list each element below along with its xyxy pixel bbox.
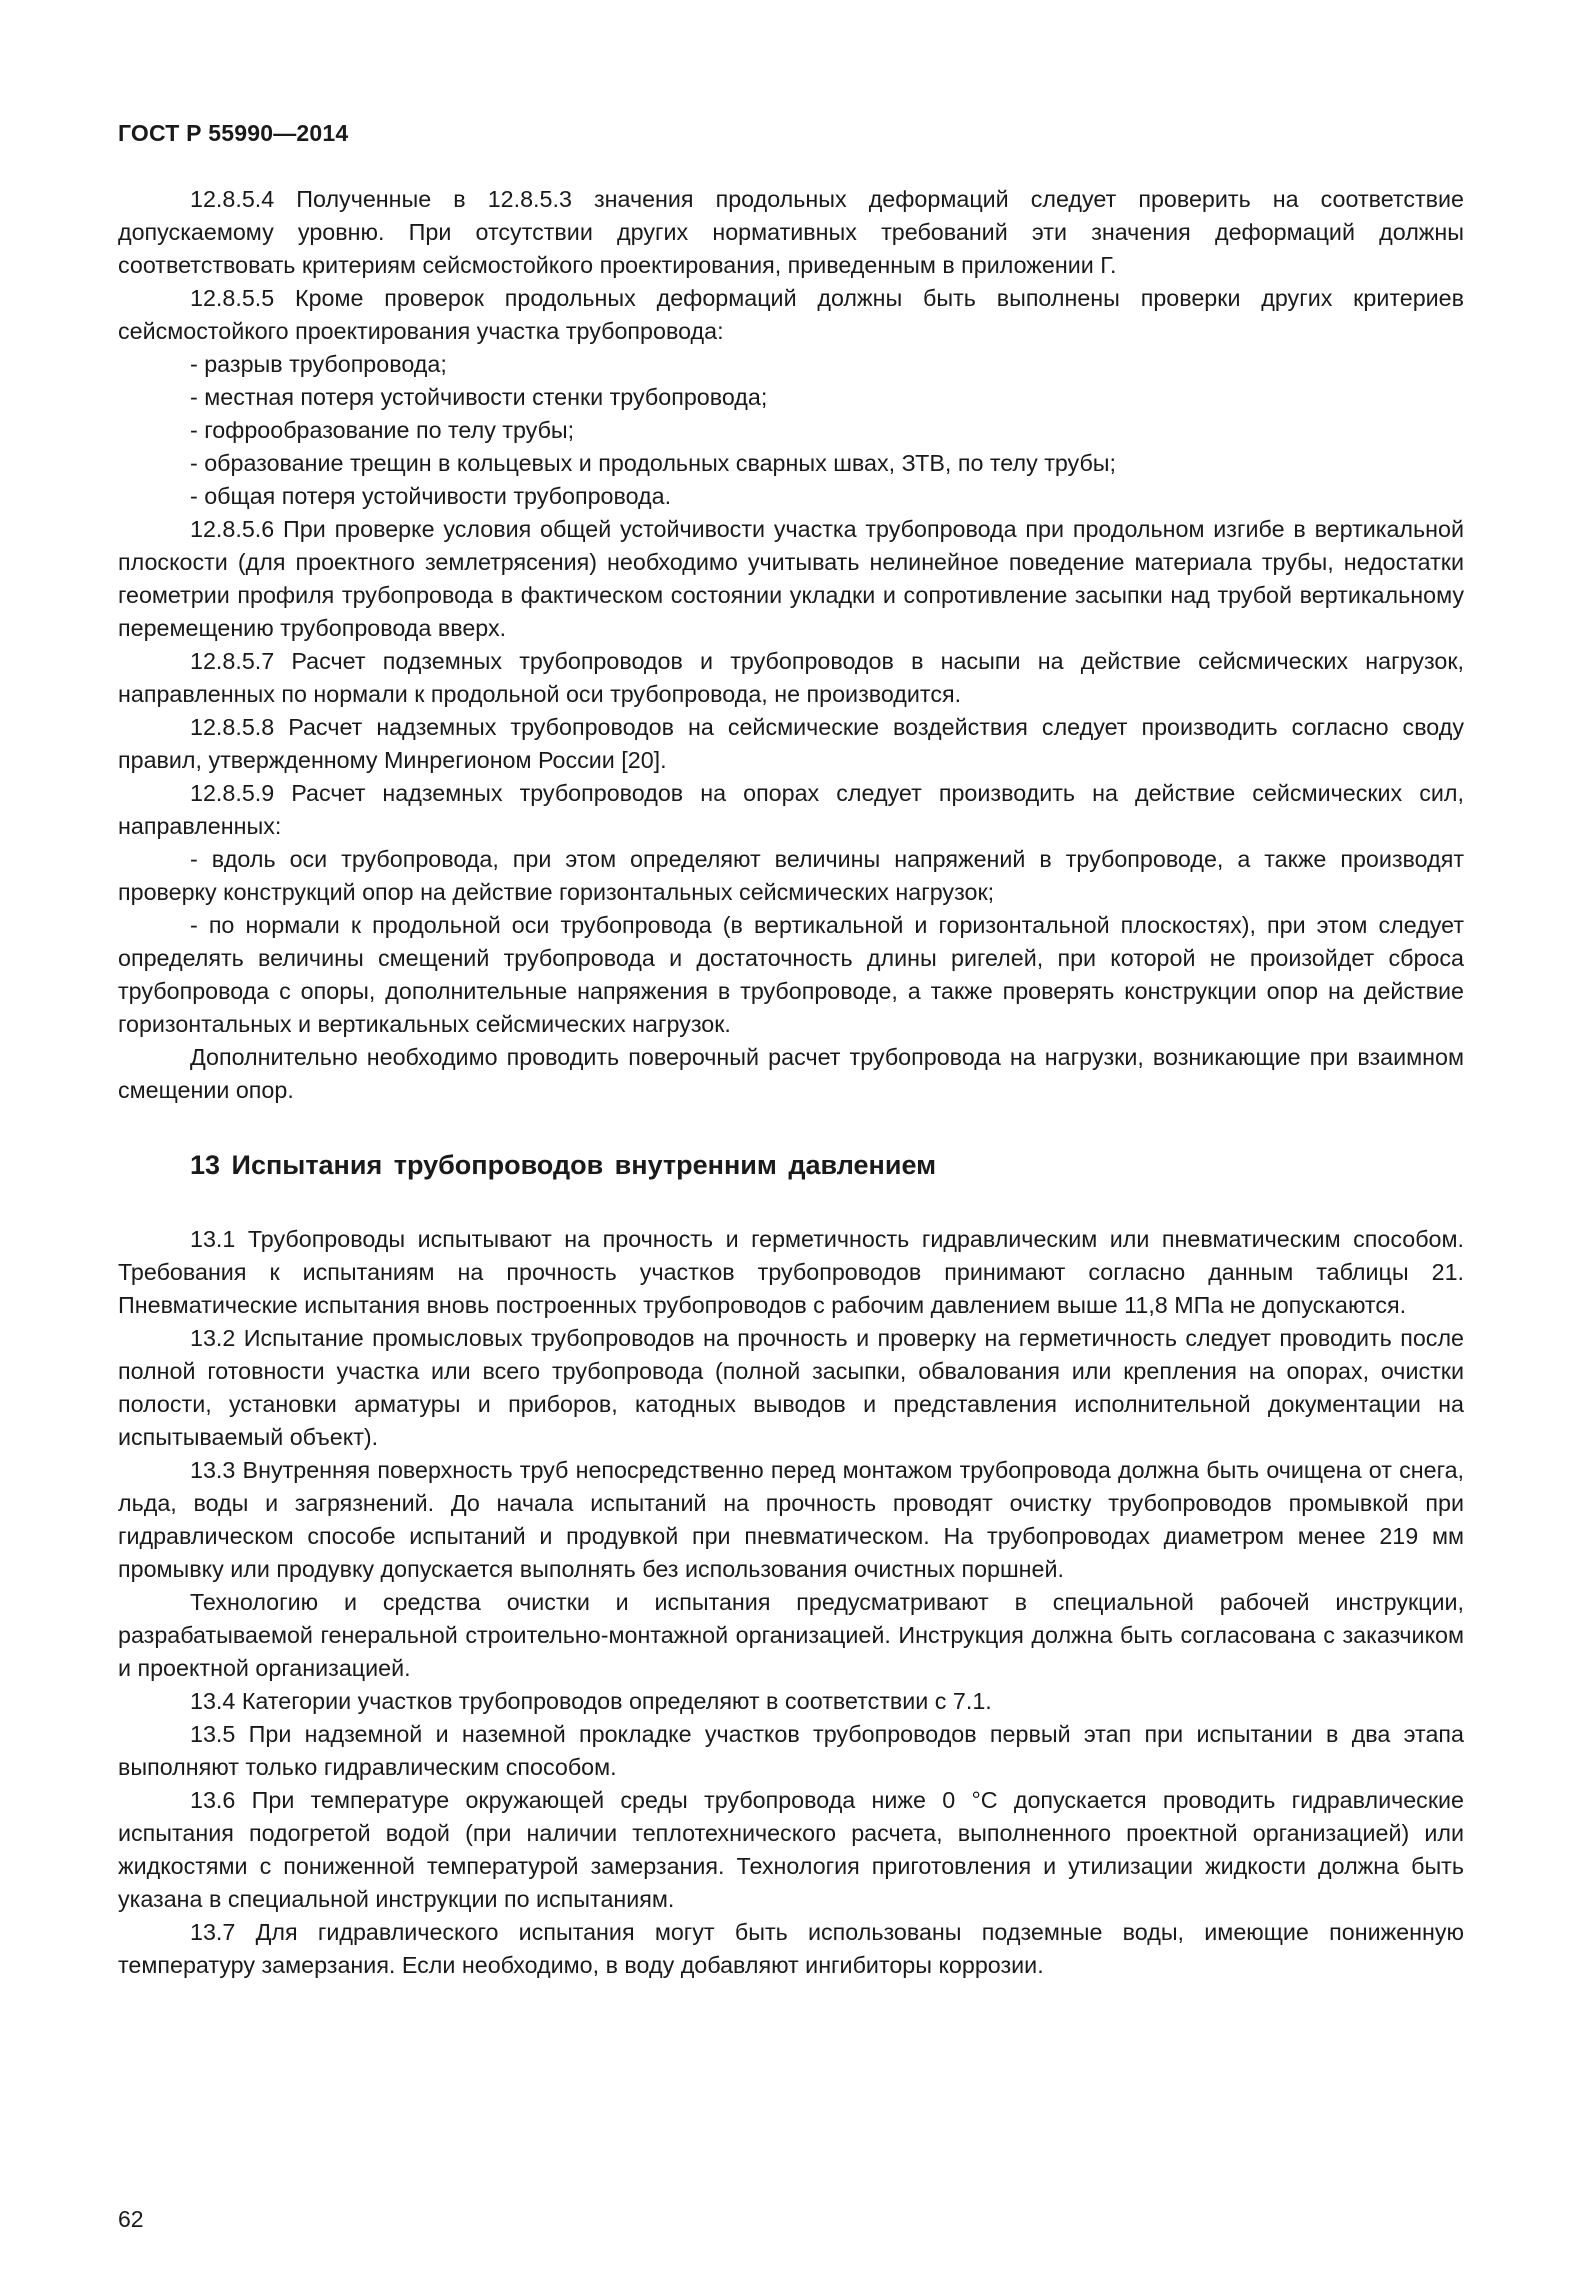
list-item: - разрыв трубопровода; [190,351,447,377]
section-13-body [118,1223,1464,1982]
page-number: 62 [118,2206,144,2232]
paragraph-additional-check: Дополнительно необходимо проводить поверочный расчет трубопровода на нагрузки, возникающие при взаимном смещении опор. [118,1044,1464,1103]
document-page [118,120,1464,1982]
paragraph-13-2: 13.2 Испытание промысловых трубопроводов на прочность и проверку на герметичность следует проводить после полной готовности участка или всего трубопровода (полной засыпки, обвалования или крепления на опорах, очистки полости, установки арматуры и приборов, катодных выводов и представления исполнительной документации на испытываемый объект). [118,1325,1464,1450]
paragraph-12-8-5-5: 12.8.5.5 Кроме проверок продольных деформаций должны быть выполнены проверки других критериев сейсмостойкого проектирования участка трубопровода: [118,285,1464,344]
paragraph-13-6: 13.6 При температуре окружающей среды трубопровода ниже 0 °С допускается проводить гидравлические испытания подогретой водой (при наличии теплотехнического расчета, выполненного проектной организацией) или жидкостями с пониженной температурой замерзания. Технология приготовления и утилизации жидкости должна быть указана в специальной инструкции по испытаниям. [118,1787,1464,1912]
paragraph-13-1: 13.1 Трубопроводы испытывают на прочность и герметичность гидравлическим или пневматическим способом. Требования к испытаниям на прочность участков трубопроводов принимают согласно данным таблицы 21. Пневматические испытания вновь построенных трубопроводов с рабочим давлением выше 11,8 МПа не допускаются. [118,1226,1464,1318]
paragraph-13-7: 13.7 Для гидравлического испытания могут быть использованы подземные воды, имеющие пониженную температуру замерзания. Если необходимо, в воду добавляют ингибиторы коррозии. [118,1919,1464,1978]
list-item: - общая потеря устойчивости трубопровода. [190,483,672,509]
section-heading-13: 13 Испытания трубопроводов внутренним давлением [190,1150,937,1180]
list-item: - вдоль оси трубопровода, при этом определяют величины напряжений в трубопроводе, а также производят проверку конструкций опор на действие горизонтальных сейсмических нагрузок; [118,846,1464,905]
paragraph-13-3: 13.3 Внутренняя поверхность труб непосредственно перед монтажом трубопровода должна быть очищена от снега, льда, воды и загрязнений. До начала испытаний на прочность проводят очистку трубопроводов промывкой при гидравлическом способе испытаний и продувкой при пневматическом. На трубопроводах диаметром менее 219 мм промывку или продувку допускается выполнять без использования очистных поршней. [118,1457,1464,1582]
list-item: - по нормали к продольной оси трубопровода (в вертикальной и горизонтальной плоскостях), при этом следует определять величины смещений трубопровода и достаточность длины ригелей, при которой не произойдет сброса трубопровода с опоры, дополнительные напряжения в трубопроводе, а также проверять конструкции опор на действие горизонтальных и вертикальных сейсмических нагрузок. [118,912,1464,1037]
list-item: - образование трещин в кольцевых и продольных сварных швах, ЗТВ, по телу трубы; [190,450,1117,476]
paragraph-12-8-5-8: 12.8.5.8 Расчет надземных трубопроводов на сейсмические воздействия следует производить согласно своду правил, утвержденному Минрегионом России [20]. [118,714,1464,773]
document-header: ГОСТ Р 55990—2014 [118,120,349,146]
paragraph-12-8-5-6: 12.8.5.6 При проверке условия общей устойчивости участка трубопровода при продольном изгибе в вертикальной плоскости (для проектного землетрясения) необходимо учитывать нелинейное поведение материала трубы, недостатки геометрии профиля трубопровода в фактическом состоянии укладки и сопротивление засыпки над трубой вертикальному перемещению трубопровода вверх. [118,516,1464,641]
paragraph-13-3-technology: Технологию и средства очистки и испытания предусматривают в специальной рабочей инструкции, разрабатываемой генеральной строительно-монтажной организацией. Инструкция должна быть согласована с заказчиком и проектной организацией. [118,1589,1464,1681]
paragraph-13-4: 13.4 Категории участков трубопроводов определяют в соответствии с 7.1. [190,1688,992,1714]
paragraph-12-8-5-4: 12.8.5.4 Полученные в 12.8.5.3 значения продольных деформаций следует проверить на соответствие допускаемому уровню. При отсутствии других нормативных требований эти значения деформаций должны соответствовать критериям сейсмостойкого проектирования, приведенным в приложении Г. [118,186,1464,278]
paragraph-12-8-5-7: 12.8.5.7 Расчет подземных трубопроводов и трубопроводов в насыпи на действие сейсмических нагрузок, направленных по нормали к продольной оси трубопровода, не производится. [118,648,1464,707]
section-12-body [118,183,1464,1107]
list-item: - гофрообразование по телу трубы; [190,417,575,443]
paragraph-13-5: 13.5 При надземной и наземной прокладке участков трубопроводов первый этап при испытании в два этапа выполняют только гидравлическим способом. [118,1721,1464,1780]
paragraph-12-8-5-9: 12.8.5.9 Расчет надземных трубопроводов на опорах следует производить на действие сейсмических сил, направленных: [118,780,1464,839]
list-item: - местная потеря устойчивости стенки трубопровода; [190,384,768,410]
